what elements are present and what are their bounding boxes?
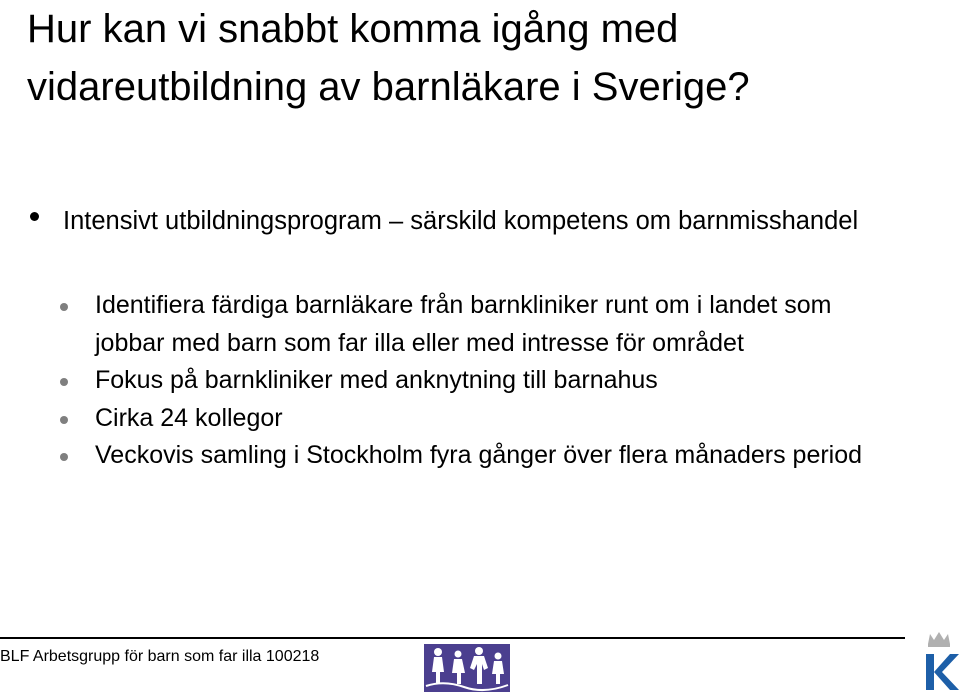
- slide-title: Hur kan vi snabbt komma igång med vidareutbildning av barnläkare i Sverige?: [27, 7, 750, 109]
- main-bullet: Intensivt utbildningsprogram – särskild kompetens om barnmisshandel: [63, 207, 859, 235]
- sub-bullet-list: [95, 287, 885, 475]
- footer-divider: [0, 637, 905, 639]
- footer-text: BLF Arbetsgrupp för barn som far illa 100218: [0, 648, 320, 665]
- sub-bullet-item: [95, 362, 885, 400]
- sub-bullet-dot: [60, 378, 68, 386]
- sub-bullet-item: [95, 287, 885, 362]
- sub-bullet-text: Cirka 24 kollegor: [95, 403, 283, 432]
- sub-bullet-item: [95, 400, 885, 438]
- sub-bullet-dot: [60, 303, 68, 311]
- sub-bullet-dot: [60, 416, 68, 424]
- sub-bullet-text: Veckovis samling i Stockholm fyra gånger över flera månaders period: [95, 441, 863, 469]
- sub-bullet-item: [95, 437, 885, 475]
- sub-bullet-text: Fokus på barnkliniker med anknytning till barnahus: [95, 366, 658, 394]
- sub-bullet-dot: [60, 453, 68, 461]
- crowned-k-logo-icon: [920, 630, 959, 692]
- children-figures-logo-icon: [424, 640, 512, 694]
- sub-bullet-text: Identifiera färdiga barnläkare från barnkliniker runt om i landet som jobbar med barn som far illa eller med intresse för området: [95, 291, 832, 357]
- main-bullet-dot: [30, 212, 39, 221]
